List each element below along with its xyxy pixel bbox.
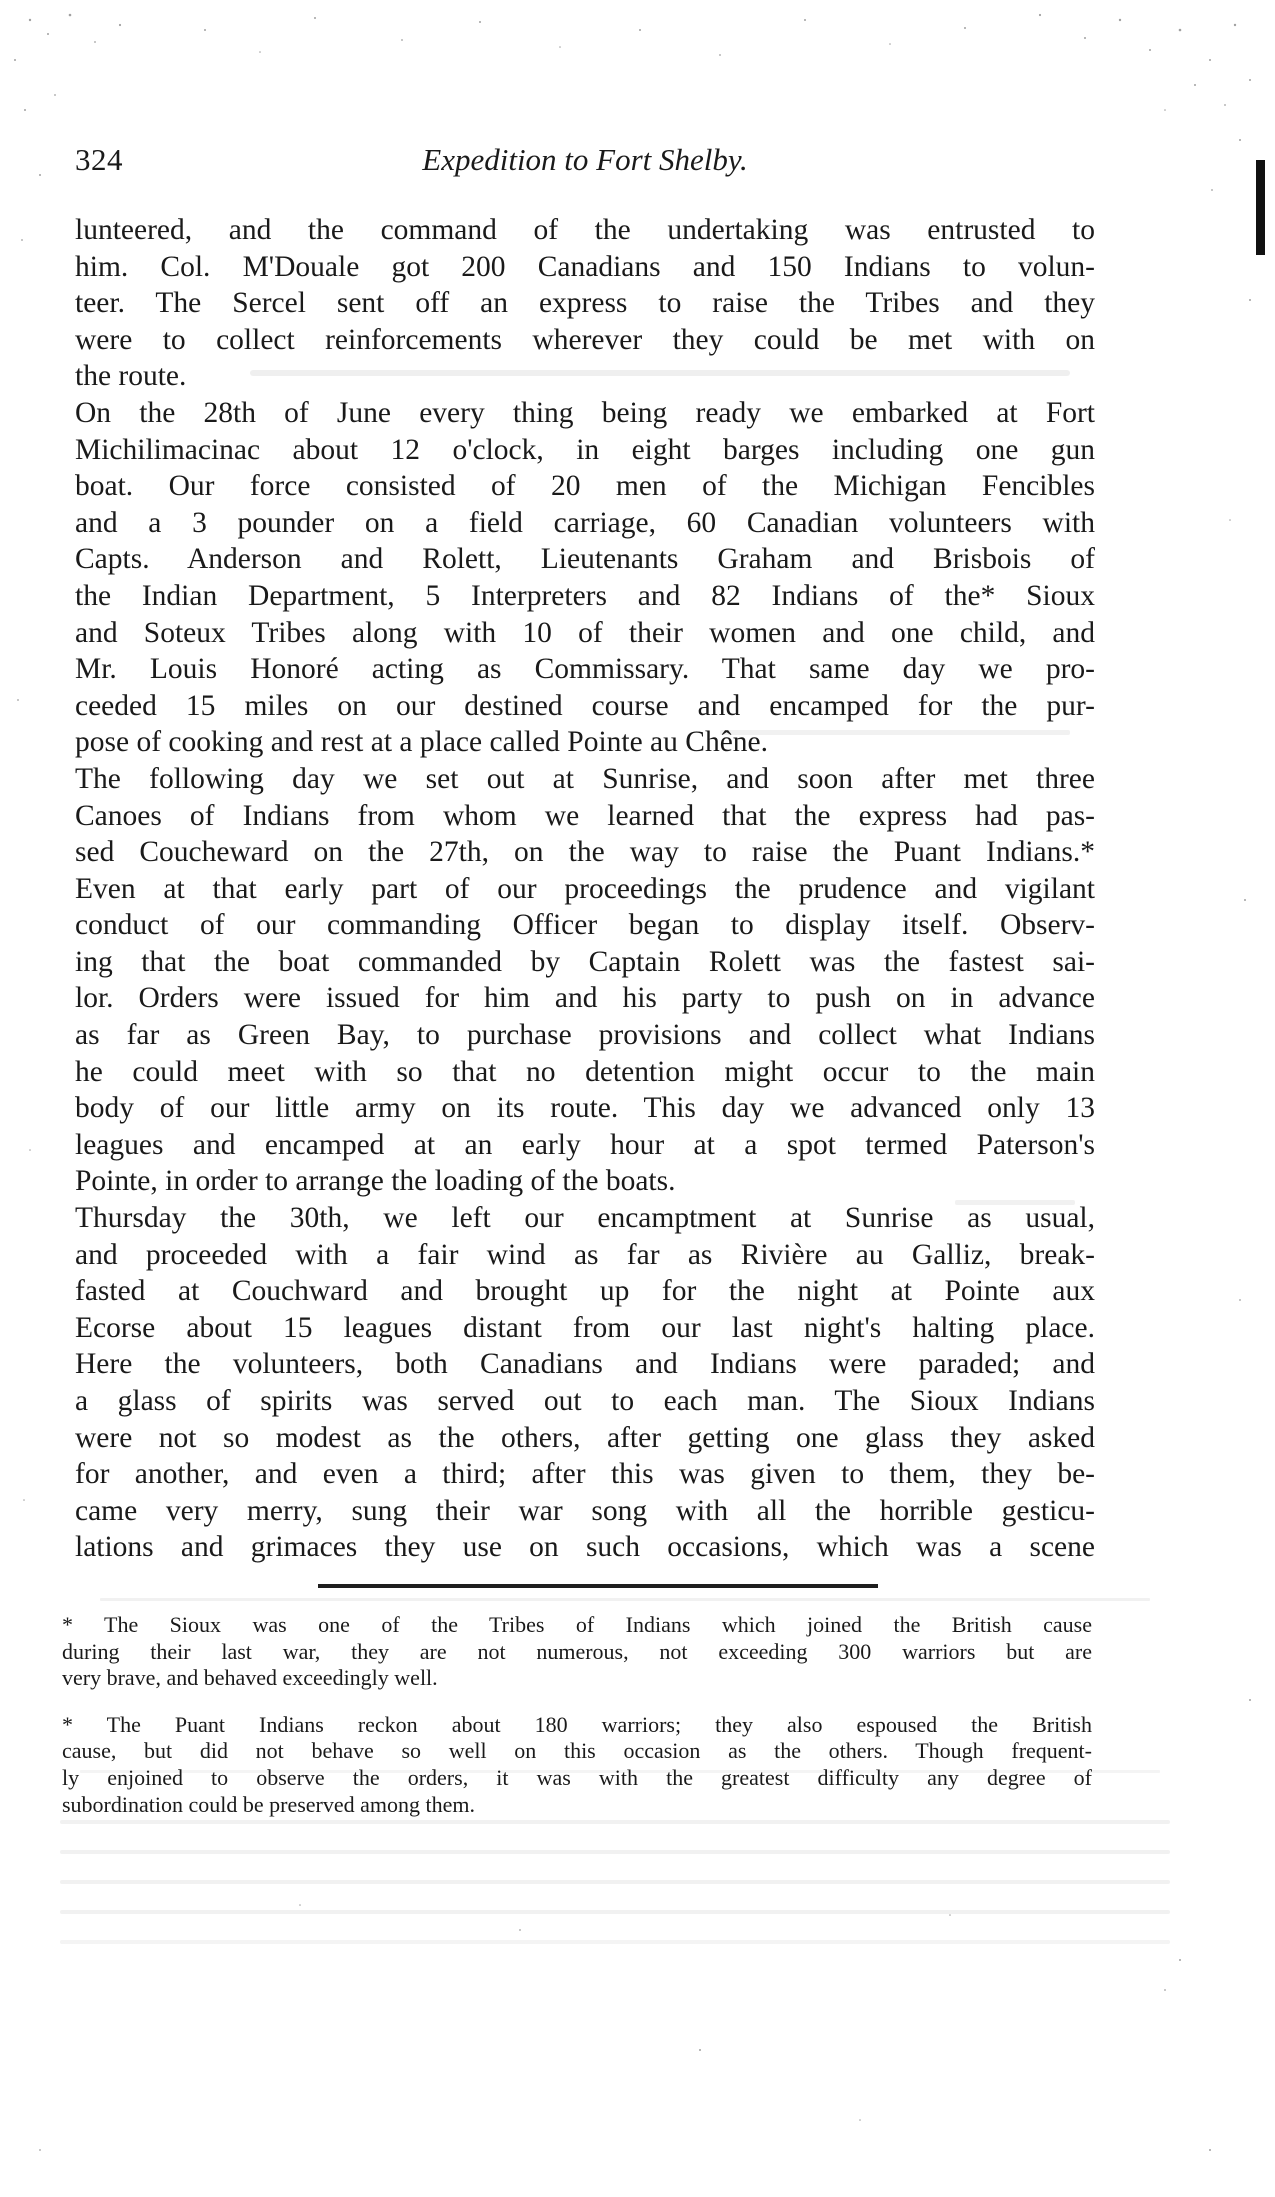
footnote-gap (62, 1692, 1092, 1712)
text-line: teer. The Sercel sent off an express to raise the Tribes and they (75, 287, 1095, 320)
text-line: body of our little army on its route. This day we advanced only 13 (75, 1092, 1095, 1125)
text-line: boat. Our force consisted of 20 men of the Michigan Fencibles (75, 470, 1095, 503)
text-line: ceeded 15 miles on our destined course and encamped for the pur- (75, 689, 1095, 722)
text-line: him. Col. M'Douale got 200 Canadians and 150 Indians to volun- (75, 250, 1095, 283)
text-line: pose of cooking and rest at a place called Pointe au Chêne. (75, 726, 769, 759)
text-line: sed Coucheward on the 27th, on the way to raise the Puant Indians.* (75, 836, 1095, 869)
text-line: Capts. Anderson and Rolett, Lieutenants Graham and Brisbois of (75, 543, 1095, 576)
text-line: Here the volunteers, both Canadians and Indians were paraded; and (75, 1348, 1095, 1381)
text-line: leagues and encamped at an early hour at a spot termed Paterson's (75, 1128, 1095, 1161)
footnote-line: * The Puant Indians reckon about 180 warriors; they also espoused the British (62, 1711, 1092, 1737)
body-text (75, 212, 1095, 1566)
text-line: the Indian Department, 5 Interpreters and 82 Indians of the* Sioux (75, 579, 1095, 612)
footnote-line: subordination could be preserved among them. (62, 1791, 476, 1817)
text-line: and proceeded with a fair wind as far as Rivière au Galliz, break- (75, 1238, 1095, 1271)
text-line: came very merry, sung their war song with all the horrible gesticu- (75, 1494, 1095, 1527)
text-line: The following day we set out at Sunrise, and soon after met three (75, 762, 1095, 795)
page-edge-mark (1256, 160, 1265, 255)
footnote-line: ly enjoined to observe the orders, it was with the greatest difficulty any degree of (62, 1764, 1092, 1790)
text-line: On the 28th of June every thing being ready we embarked at Fort (75, 396, 1095, 429)
text-line: Michilimacinac about 12 o'clock, in eight barges including one gun (75, 433, 1095, 466)
text-line: and Soteux Tribes along with 10 of their women and one child, and (75, 616, 1095, 649)
footnote-sioux (62, 1612, 1092, 1692)
text-line: Ecorse about 15 leagues distant from our last night's halting place. (75, 1311, 1095, 1344)
text-line: as far as Green Bay, to purchase provisions and collect what Indians (75, 1019, 1095, 1052)
text-line: lations and grimaces they use on such occasions, which was a scene (75, 1531, 1095, 1564)
text-line: the route. (75, 360, 187, 393)
text-line: for another, and even a third; after this was given to them, they be- (75, 1458, 1095, 1491)
text-line: Mr. Louis Honoré acting as Commissary. That same day we pro- (75, 653, 1095, 686)
text-line: conduct of our commanding Officer began to display itself. Observ- (75, 909, 1095, 942)
text-line: a glass of spirits was served out to each man. The Sioux Indians (75, 1385, 1095, 1417)
text-line: were to collect reinforcements wherever they could be met with on (75, 323, 1095, 356)
footnote-line: * The Sioux was one of the Tribes of Indians which joined the British cause (62, 1612, 1092, 1637)
running-title: Expedition to Fort Shelby. (422, 142, 748, 177)
text-line: Thursday the 30th, we left our encamptment at Sunrise as usual, (75, 1202, 1095, 1235)
footnote-line: cause, but did not behave so well on this occasion as the others. Though frequent- (62, 1738, 1092, 1764)
footnote-line: during their last war, they are not numerous, not exceeding 300 warriors but are (62, 1638, 1092, 1664)
page-number: 324 (75, 142, 123, 177)
footnote-line: very brave, and behaved exceedingly well. (62, 1665, 438, 1691)
text-line: lunteered, and the command of the undertaking was entrusted to (75, 214, 1095, 246)
text-line: and a 3 pounder on a field carriage, 60 Canadian volunteers with (75, 506, 1095, 539)
footnote-puant (62, 1712, 1092, 1818)
text-line: he could meet with so that no detention might occur to the main (75, 1055, 1095, 1088)
text-line: fasted at Couchward and brought up for the night at Pointe aux (75, 1275, 1095, 1308)
footnotes (62, 1612, 1092, 1818)
text-line: were not so modest as the others, after getting one glass they asked (75, 1421, 1095, 1454)
footnote-rule (318, 1584, 878, 1588)
text-line: Even at that early part of our proceedings the prudence and vigilant (75, 872, 1095, 905)
text-line: ing that the boat commanded by Captain Rolett was the fastest sai- (75, 945, 1095, 978)
running-header (75, 142, 1095, 186)
text-line: Canoes of Indians from whom we learned that the express had pas- (75, 799, 1095, 832)
text-line: lor. Orders were issued for him and his party to push on in advance (75, 982, 1095, 1015)
text-line: Pointe, in order to arrange the loading of the boats. (75, 1165, 676, 1198)
